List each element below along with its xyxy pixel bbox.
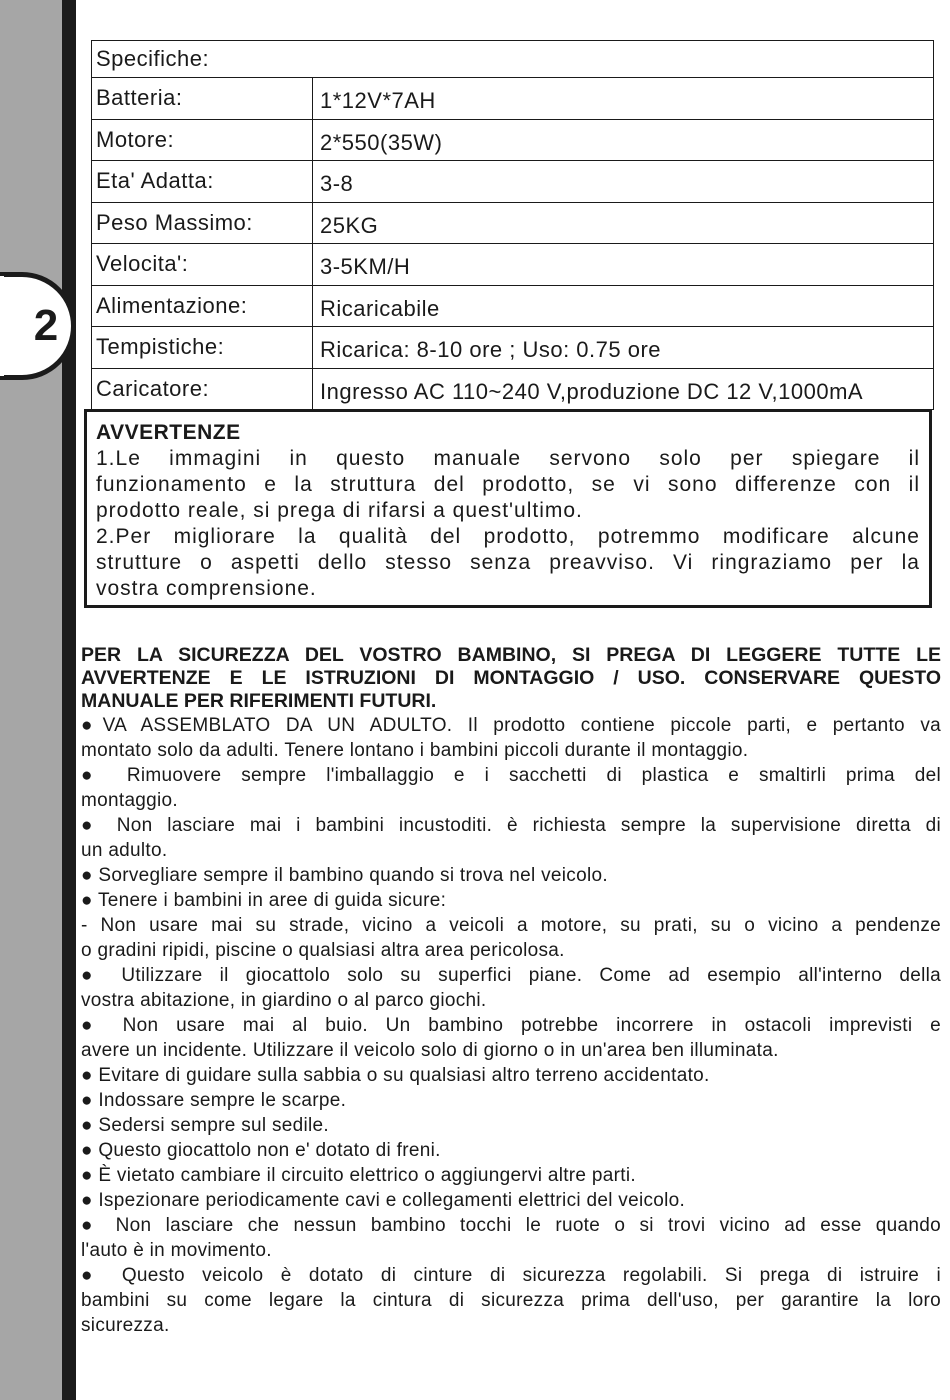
spec-row [92, 368, 934, 410]
safety-line: ● Rimuovere sempre l'imballaggio e i sacchetti di plastica e smaltirli prima del [81, 765, 941, 786]
warning-line: funzionamento e la struttura del prodotto, se vi sono differenze con il [96, 473, 920, 496]
spec-label: Peso Massimo: [92, 202, 313, 244]
safety-line: bambini su come legare la cintura di sicurezza prima dell'uso, per garantire la loro [81, 1290, 941, 1311]
safety-line: ● Sorvegliare sempre il bambino quando si trova nel veicolo. [81, 865, 608, 886]
warning-line: prodotto reale, si prega di rifarsi a quest'ultimo. [96, 499, 583, 522]
spec-label: Eta' Adatta: [92, 161, 313, 203]
safety-line: ●VA ASSEMBLATO DA UN ADULTO. Il prodotto contiene piccole parti, e pertanto va [81, 715, 941, 736]
spec-row [92, 202, 934, 244]
warnings-box [84, 409, 932, 608]
safety-heading-line: PER LA SICUREZZA DEL VOSTRO BAMBINO, SI PREGA DI LEGGERE TUTTE LE [81, 644, 941, 666]
safety-line: avere un incidente. Utilizzare il veicolo solo di giorno o in un'area ben illuminata. [81, 1040, 779, 1061]
spec-value: Ricarica: 8-10 ore ; Uso: 0.75 ore [313, 327, 934, 369]
safety-heading-line: AVVERTENZE E LE ISTRUZIONI DI MONTAGGIO / USO. CONSERVARE QUESTO [81, 667, 941, 689]
spec-label: Alimentazione: [92, 285, 313, 327]
spec-value: Ricaricabile [313, 285, 934, 327]
safety-line: montato solo da adulti. Tenere lontano i bambini piccoli durante il montaggio. [81, 740, 749, 761]
safety-line: l'auto è in movimento. [81, 1240, 272, 1261]
spec-label: Tempistiche: [92, 327, 313, 369]
spec-value: 25KG [313, 202, 934, 244]
spec-label: Motore: [92, 119, 313, 161]
safety-line: ● Evitare di guidare sulla sabbia o su qualsiasi altro terreno accidentato. [81, 1065, 710, 1086]
warnings-title: AVVERTENZE [96, 421, 241, 444]
spec-label: Batteria: [92, 78, 313, 120]
safety-line: ● Sedersi sempre sul sedile. [81, 1115, 329, 1136]
specs-header-row [92, 41, 934, 78]
safety-line: ● Indossare sempre le scarpe. [81, 1090, 347, 1111]
spec-value: 1*12V*7AH [313, 78, 934, 120]
warning-line: vostra comprensione. [96, 577, 317, 600]
safety-line: un adulto. [81, 840, 168, 861]
safety-line: sicurezza. [81, 1315, 170, 1336]
page-side-strip [0, 0, 62, 1400]
safety-line: ● È vietato cambiare il circuito elettrico o aggiungervi altre parti. [81, 1165, 636, 1186]
safety-line: ● Non lasciare mai i bambini incustoditi. è richiesta sempre la supervisione diretta di [81, 815, 941, 836]
specs-header: Specifiche: [92, 41, 934, 78]
spec-value: 3-5KM/H [313, 244, 934, 286]
spec-value: Ingresso AC 110~240 V,produzione DC 12 V,1000mA [313, 368, 934, 410]
spec-row [92, 327, 934, 369]
safety-line: - Non usare mai su strade, vicino a veicoli a motore, su prati, su o vicino a pendenze [81, 915, 941, 936]
spec-value: 3-8 [313, 161, 934, 203]
spec-value: 2*550(35W) [313, 119, 934, 161]
specifications-table [91, 40, 934, 410]
safety-line: ● Questo giocattolo non e' dotato di freni. [81, 1140, 441, 1161]
safety-line: vostra abitazione, in giardino o al parco giochi. [81, 990, 487, 1011]
warning-line: strutture o aspetti dello stesso senza preavviso. Vi ringraziamo per la [96, 551, 920, 574]
safety-line: montaggio. [81, 790, 179, 811]
safety-line: ● Non lasciare che nessun bambino tocchi le ruote o si trovi vicino ad esse quando [81, 1215, 941, 1236]
page-number: 2 [33, 301, 59, 350]
safety-instructions [81, 644, 941, 1338]
warning-line: 1.Le immagini in questo manuale servono solo per spiegare il [96, 447, 920, 470]
warning-line: 2.Per migliorare la qualità del prodotto, potremmo modificare alcune [96, 525, 920, 548]
spec-row [92, 285, 934, 327]
safety-heading-line: MANUALE PER RIFERIMENTI FUTURI. [81, 690, 437, 712]
safety-line: ● Tenere i bambini in aree di guida sicure: [81, 890, 447, 911]
spec-row [92, 119, 934, 161]
spec-row [92, 161, 934, 203]
spec-label: Velocita': [92, 244, 313, 286]
spec-label: Caricatore: [92, 368, 313, 410]
safety-line: ● Ispezionare periodicamente cavi e collegamenti elettrici del veicolo. [81, 1190, 686, 1211]
safety-line: ● Utilizzare il giocattolo solo su superfici piane. Come ad esempio all'interno della [81, 965, 941, 986]
safety-line: ● Questo veicolo è dotato di cinture di sicurezza regolabili. Si prega di istruire i [81, 1265, 941, 1286]
spec-row [92, 78, 934, 120]
spec-row [92, 244, 934, 286]
safety-line: ● Non usare mai al buio. Un bambino potrebbe incorrere in ostacoli imprevisti e [81, 1015, 941, 1036]
page-side-bar [62, 0, 76, 1400]
safety-line: o gradini ripidi, piscine o qualsiasi altra area pericolosa. [81, 940, 565, 961]
